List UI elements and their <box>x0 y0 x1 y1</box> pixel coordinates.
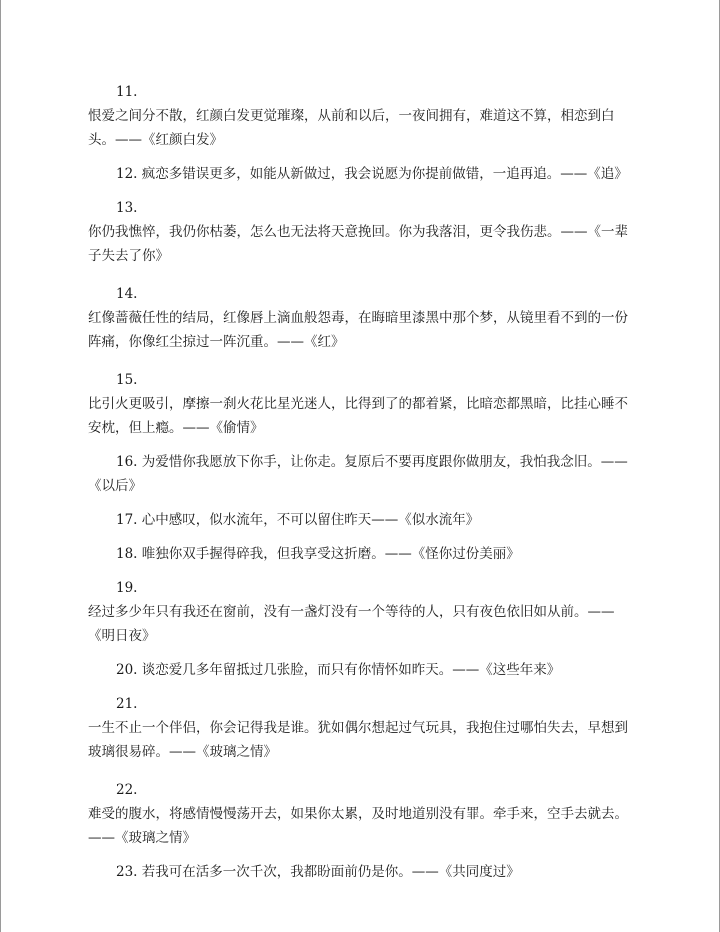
entry-20 <box>88 658 636 682</box>
entry-number: 20. <box>116 662 138 678</box>
document-page <box>88 80 636 884</box>
entry-number: 16. <box>116 454 138 470</box>
entry-text: 一生不止一个伴侣，你会记得我是谁。犹如偶尔想起过气玩具，我抱住过哪怕失去，早想到玻璃很易碎。——《玻璃之情》 <box>88 720 628 760</box>
entry-text: 难受的腹水，将感情慢慢荡开去，如果你太累，及时地道别没有罪。牵手来，空手去就去。——《玻璃之情》 <box>88 806 628 846</box>
entry-text: 恨爱之间分不散，红颜白发更觉璀璨，从前和以后，一夜间拥有，难道这不算，相恋到白头。——《红颜白发》 <box>88 108 615 148</box>
entry-text: 唯独你双手握得碎我，但我享受这折磨。——《怪你过份美丽》 <box>141 546 520 562</box>
entry-text: 比引火更吸引，摩擦一刹火花比星光迷人，比得到了的都着紧，比暗恋都黑暗，比挂心睡不安枕，但上瘾。——《偷情》 <box>88 396 628 436</box>
entry-number: 19. <box>116 580 138 596</box>
entry-text: 红像蔷薇任性的结局，红像唇上滴血般怨毒，在晦暗里漆黑中那个梦，从镜里看不到的一份阵痛，你像红尘掠过一阵沉重。——《红》 <box>88 310 628 350</box>
entry-text: 疯恋多错误更多，如能从新做过，我会说愿为你提前做错，一追再追。——《追》 <box>141 166 628 182</box>
entry-number: 18. <box>116 546 138 562</box>
entry-text: 谈恋爱几多年留抵过几张脸，而只有你情怀如昨天。——《这些年来》 <box>141 662 561 678</box>
entry-21 <box>88 692 636 764</box>
entry-number: 12. <box>116 166 138 182</box>
entry-14 <box>88 282 636 354</box>
entry-15 <box>88 368 636 440</box>
entry-22 <box>88 778 636 850</box>
entry-13 <box>88 196 636 268</box>
entry-text: 你仍我憔悴，我仍你枯萎，怎么也无法将天意挽回。你为我落泪，更令我伤悲。——《一辈子失去了你》 <box>88 224 628 264</box>
entry-number: 14. <box>116 286 138 302</box>
entry-11 <box>88 80 636 152</box>
entry-16 <box>88 450 636 498</box>
entry-18 <box>88 542 636 566</box>
entry-number: 17. <box>116 512 138 528</box>
entry-17 <box>88 508 636 532</box>
entry-number: 13. <box>116 200 138 216</box>
entry-number: 23. <box>116 864 138 880</box>
entry-number: 11. <box>116 84 138 100</box>
entry-number: 21. <box>116 696 138 712</box>
page-border-left <box>0 0 1 932</box>
entry-text: 心中感叹，似水流年，不可以留住昨天——《似水流年》 <box>141 512 480 528</box>
entry-number: 15. <box>116 372 138 388</box>
entry-23 <box>88 860 636 884</box>
entry-text: 经过多少年只有我还在窗前，没有一盏灯没有一个等待的人，只有夜色依旧如从前。——《明日夜》 <box>88 604 615 644</box>
entry-text: 为爱惜你我愿放下你手，让你走。复原后不要再度跟你做朋友，我怕我念旧。——《以后》 <box>88 454 628 494</box>
entry-text: 若我可在活多一次千次，我都盼面前仍是你。——《共同度过》 <box>141 864 520 880</box>
entry-19 <box>88 576 636 648</box>
entry-12 <box>88 162 636 186</box>
entry-number: 22. <box>116 782 138 798</box>
